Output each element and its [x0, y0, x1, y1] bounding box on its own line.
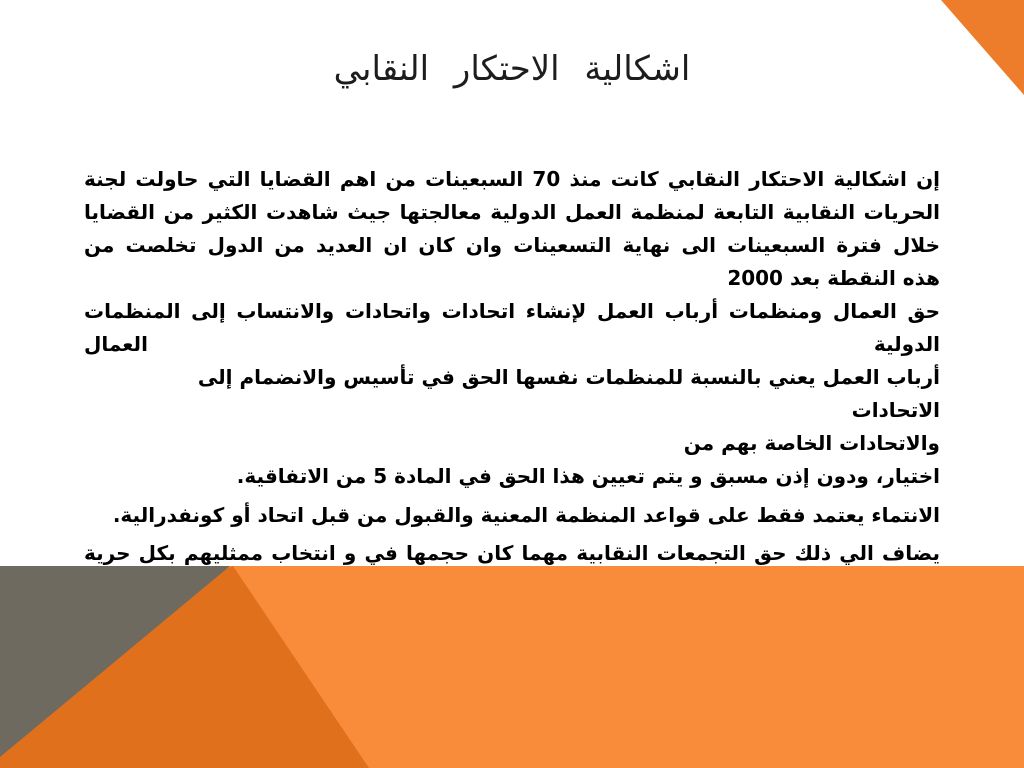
text-line: هذه النقطة بعد 2000 — [727, 266, 940, 290]
text-line: يضاف الي ذلك حق التجمعات النقابية مهما كان حجمها في و انتخاب ممثليهم بكل حرية — [84, 541, 940, 565]
text-line: الانتماء يعتمد فقط على قواعد المنظمة المعنية والقبول من قبل اتحاد أو كونفدرالية. — [112, 503, 940, 527]
text-line: اختيار، ودون إذن مسبق و يتم تعيين هذا الحق في المادة 5 من الاتفاقية. — [236, 464, 940, 488]
slide-title: اشكالية الاحتكار النقابي — [333, 49, 691, 89]
bottom-band-shapes — [0, 566, 1024, 768]
text-line: إن اشكالية الاحتكار النقابي كانت منذ 70 السبعينات من اهم القضايا التي حاولت لجنة — [84, 167, 940, 191]
text-line: خلال فترة السبعينات الى نهاية التسعينات وان كان ان العديد من الدول تخلصت من — [84, 233, 940, 257]
paragraph-2 — [84, 295, 940, 493]
text-line: الحريات النقابية التابعة لمنظمة العمل الدولية معالجتها جيث شاهدت الكثير من القضايا — [84, 200, 940, 224]
paragraph-3 — [84, 499, 940, 532]
text-line: حق العمال ومنظمات أرباب العمل لإنشاء اتحادات واتحادات والانتساب إلى المنظمات الدولية العمال — [84, 299, 940, 356]
text-line: أرباب العمل يعني بالنسبة للمنظمات نفسها الحق في تأسيس والانضمام إلى الاتحادات — [197, 365, 940, 422]
text-line: والاتحادات الخاصة بهم من — [683, 431, 940, 455]
bottom-decoration-band — [0, 566, 1024, 768]
paragraph-1 — [84, 163, 940, 295]
